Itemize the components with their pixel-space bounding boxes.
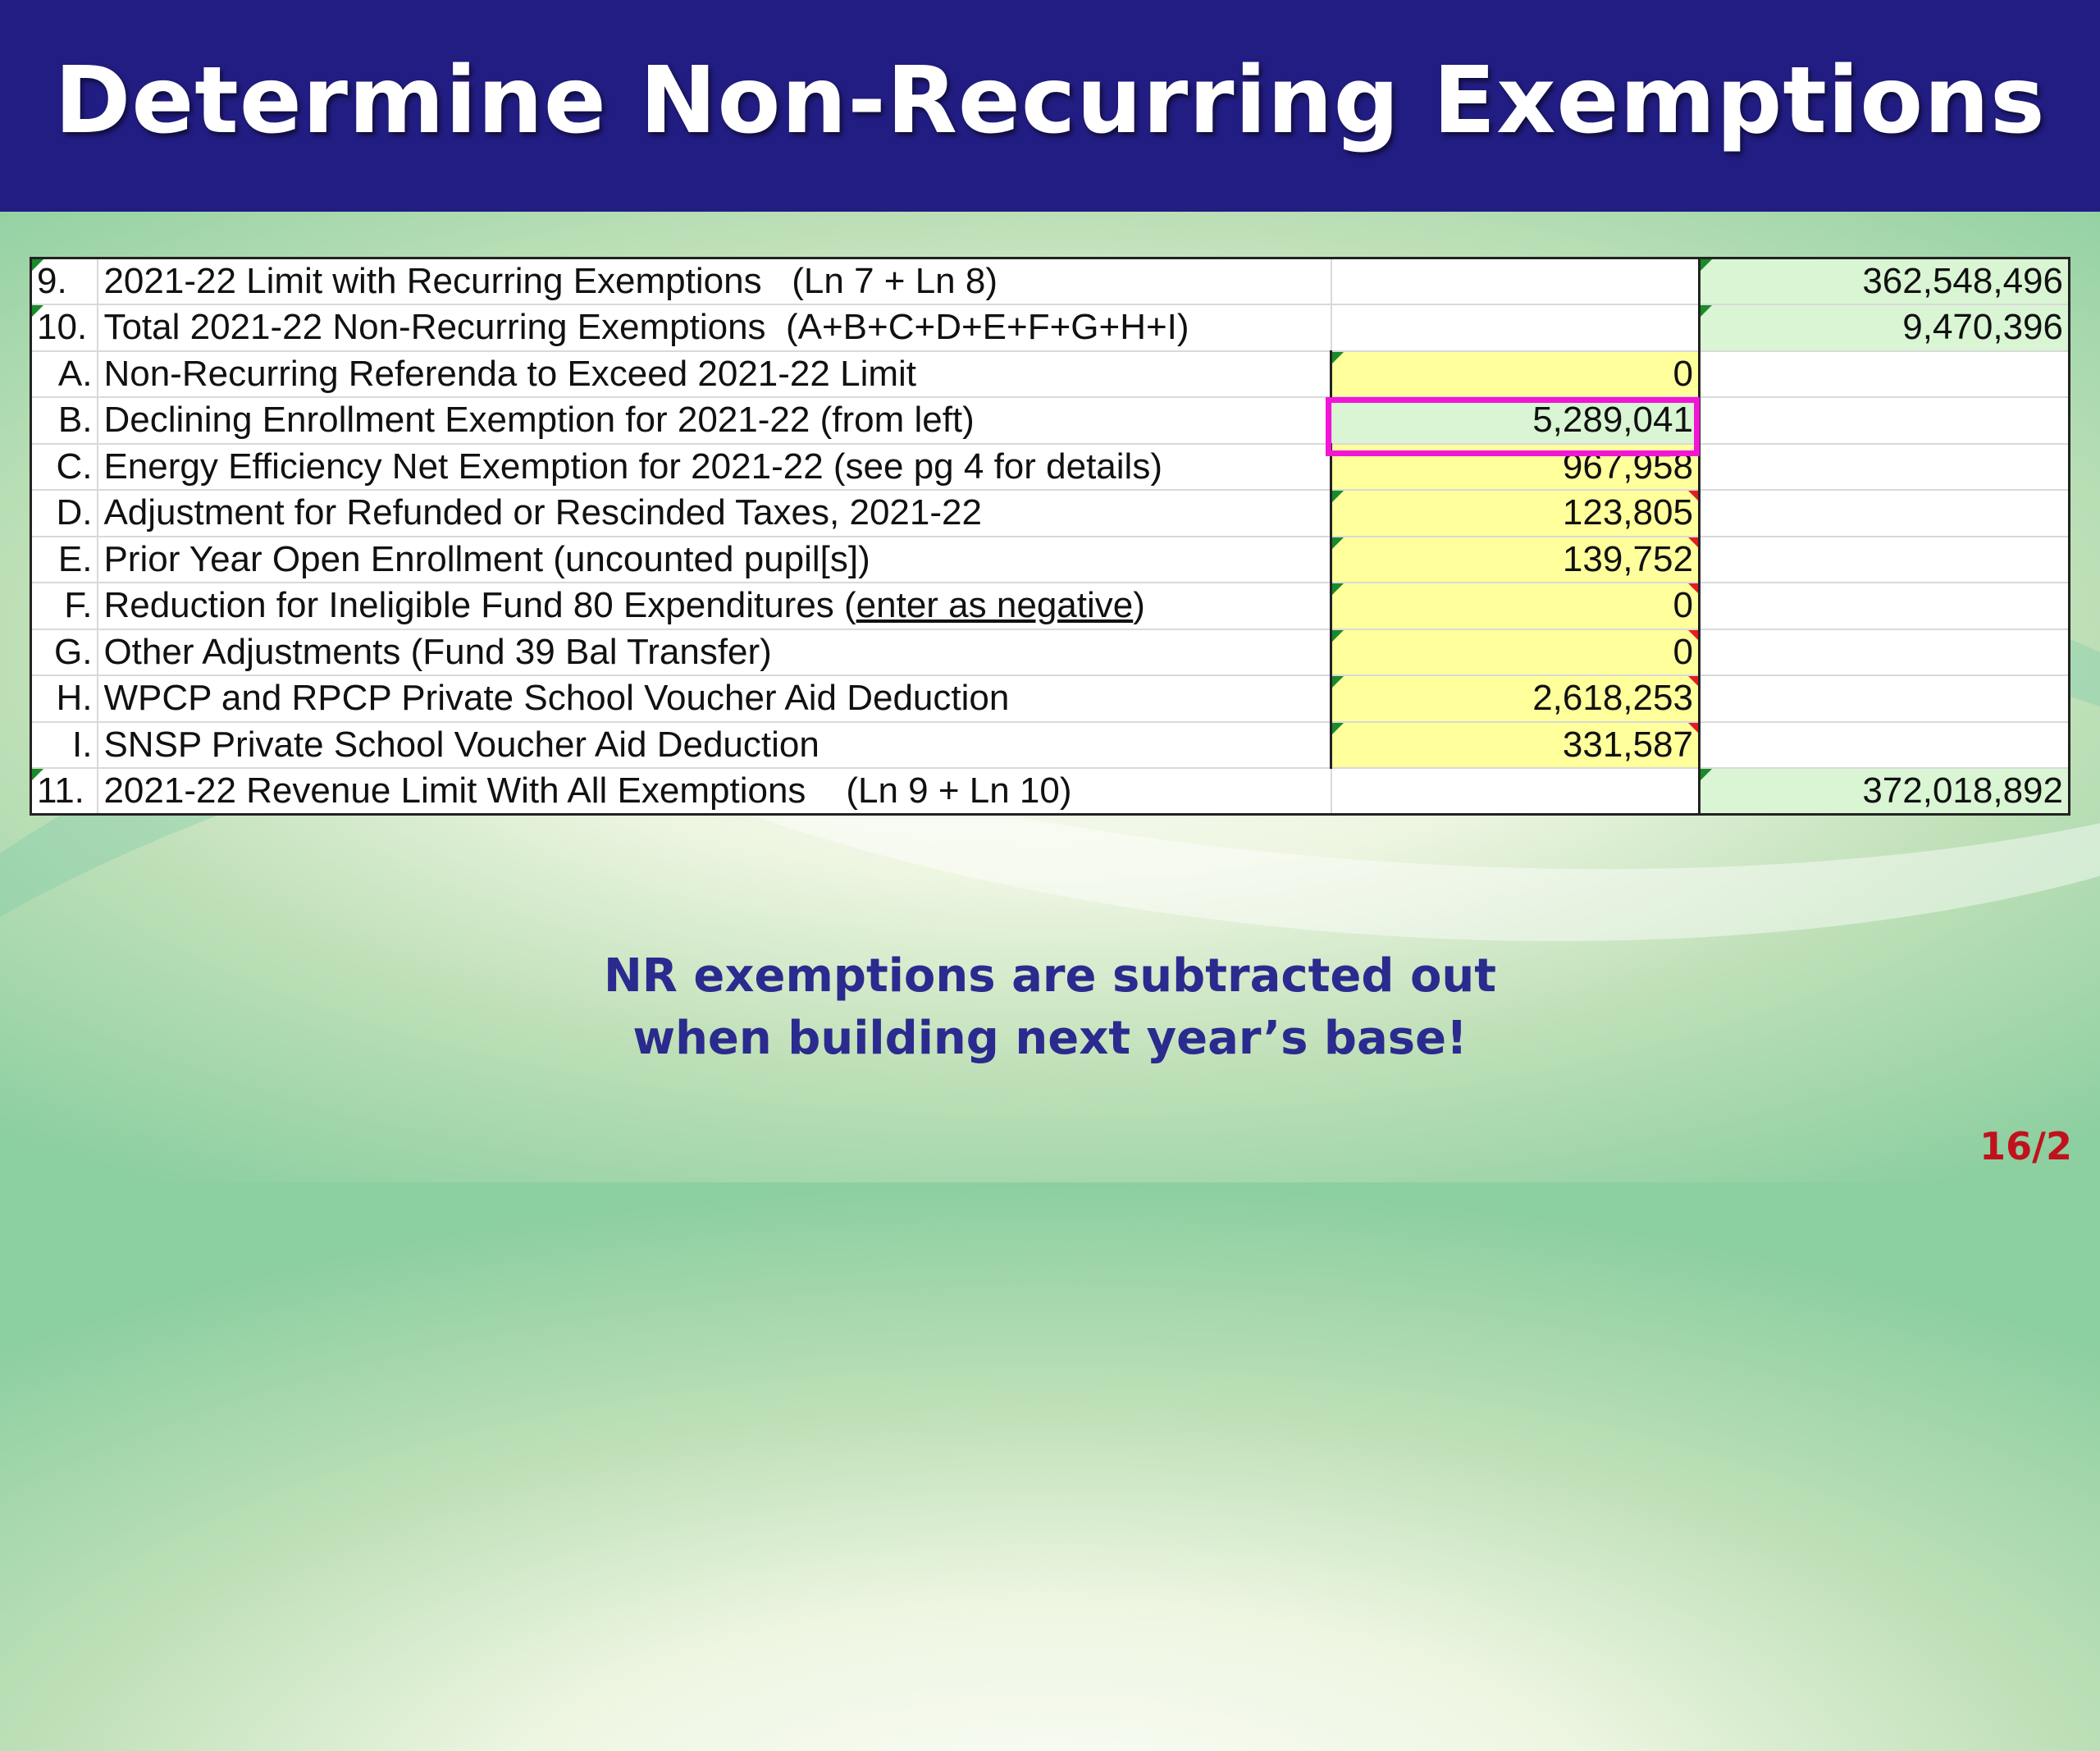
comment-indicator (32, 769, 43, 780)
line-letter: H. (31, 675, 98, 722)
total-cell (1699, 490, 2069, 537)
line-description: Energy Efficiency Net Exemption for 2021-22 (see pg 4 for details) (98, 444, 1331, 491)
table-row (31, 304, 2070, 351)
total-cell (1699, 675, 2069, 722)
table-row (31, 675, 2070, 722)
total-cell (1699, 397, 2069, 444)
total-cell: 372,018,892 (1699, 768, 2069, 815)
total-cell (1699, 444, 2069, 491)
line-letter: G. (31, 629, 98, 676)
line-description: Other Adjustments (Fund 39 Bal Transfer) (98, 629, 1331, 676)
input-cell[interactable]: 0 (1331, 629, 1700, 676)
total-cell (1699, 537, 2069, 583)
comment-indicator (1332, 583, 1344, 595)
total-cell (1699, 629, 2069, 676)
total-cell (1699, 583, 2069, 629)
line-description: Adjustment for Refunded or Rescinded Taxes, 2021-22 (98, 490, 1331, 537)
input-cell[interactable] (1331, 304, 1700, 351)
line-number: 10. (31, 304, 98, 351)
input-cell[interactable]: 123,805 (1331, 490, 1700, 537)
total-cell (1699, 722, 2069, 769)
comment-indicator (32, 259, 43, 271)
comment-indicator (1332, 676, 1344, 688)
line-description: 2021-22 Revenue Limit With All Exemptions (Ln 9 + Ln 10) (98, 768, 1331, 815)
comment-indicator (1332, 537, 1344, 549)
input-cell[interactable]: 2,618,253 (1331, 675, 1700, 722)
page-number: 16/2 (1979, 1124, 2072, 1168)
input-cell[interactable]: 139,752 (1331, 537, 1700, 583)
table-row (31, 537, 2070, 583)
line-letter: C. (31, 444, 98, 491)
line-letter: D. (31, 490, 98, 537)
input-cell[interactable] (1331, 258, 1700, 305)
comment-indicator (1688, 676, 1698, 686)
input-cell[interactable]: 331,587 (1331, 722, 1700, 769)
callout-note (0, 945, 2100, 1070)
total-cell (1699, 351, 2069, 398)
line-description: SNSP Private School Voucher Aid Deduction (98, 722, 1331, 769)
slide-title: Determine Non-Recurring Exemptions (54, 48, 2046, 154)
line-description: 2021-22 Limit with Recurring Exemptions (Ln 7 + Ln 8) (98, 258, 1331, 305)
comment-indicator (1701, 769, 1712, 780)
table-row (31, 444, 2070, 491)
table-row (31, 768, 2070, 815)
line-number: 11. (31, 768, 98, 815)
highlight-box (1326, 397, 1700, 456)
calculated-cell: 5,289,041 (1331, 397, 1700, 444)
comment-indicator (1688, 723, 1698, 733)
comment-indicator (1688, 491, 1698, 501)
line-description: Total 2021-22 Non-Recurring Exemptions (A+B+C+D+E+F+G+H+I) (98, 304, 1331, 351)
comment-indicator (1332, 352, 1344, 363)
total-cell: 362,548,496 (1699, 258, 2069, 305)
comment-indicator (1332, 723, 1344, 734)
table-row (31, 490, 2070, 537)
comment-indicator (1688, 583, 1698, 593)
line-letter: B. (31, 397, 98, 444)
total-cell: 9,470,396 (1699, 304, 2069, 351)
line-letter: F. (31, 583, 98, 629)
comment-indicator (1332, 491, 1344, 502)
line-description: Non-Recurring Referenda to Exceed 2021-22 Limit (98, 351, 1331, 398)
comment-indicator (1701, 305, 1712, 317)
comment-indicator (1332, 630, 1344, 642)
line-description: Prior Year Open Enrollment (uncounted pupil[s]) (98, 537, 1331, 583)
comment-indicator (1701, 259, 1712, 271)
comment-indicator (1688, 630, 1698, 640)
table-row (31, 258, 2070, 305)
table-row (31, 629, 2070, 676)
table-row (31, 583, 2070, 629)
input-cell[interactable]: 0 (1331, 583, 1700, 629)
line-description: Declining Enrollment Exemption for 2021-22 (from left) (98, 397, 1331, 444)
callout-line: NR exemptions are subtracted out (603, 949, 1497, 1003)
table-row (31, 722, 2070, 769)
line-letter: A. (31, 351, 98, 398)
callout-line: when building next year’s base! (632, 1012, 1468, 1065)
line-description: WPCP and RPCP Private School Voucher Aid Deduction (98, 675, 1331, 722)
input-cell[interactable]: 967,958 (1331, 444, 1700, 491)
line-letter: I. (31, 722, 98, 769)
line-description: Reduction for Ineligible Fund 80 Expenditures (enter as negative) (98, 583, 1331, 629)
comment-indicator (32, 305, 43, 317)
comment-indicator (1688, 537, 1698, 547)
input-cell[interactable]: 0 (1331, 351, 1700, 398)
exemptions-table (30, 257, 2070, 816)
line-number: 9. (31, 258, 98, 305)
table-row (31, 351, 2070, 398)
line-letter: E. (31, 537, 98, 583)
input-cell[interactable] (1331, 768, 1700, 815)
table-row (31, 397, 2070, 444)
